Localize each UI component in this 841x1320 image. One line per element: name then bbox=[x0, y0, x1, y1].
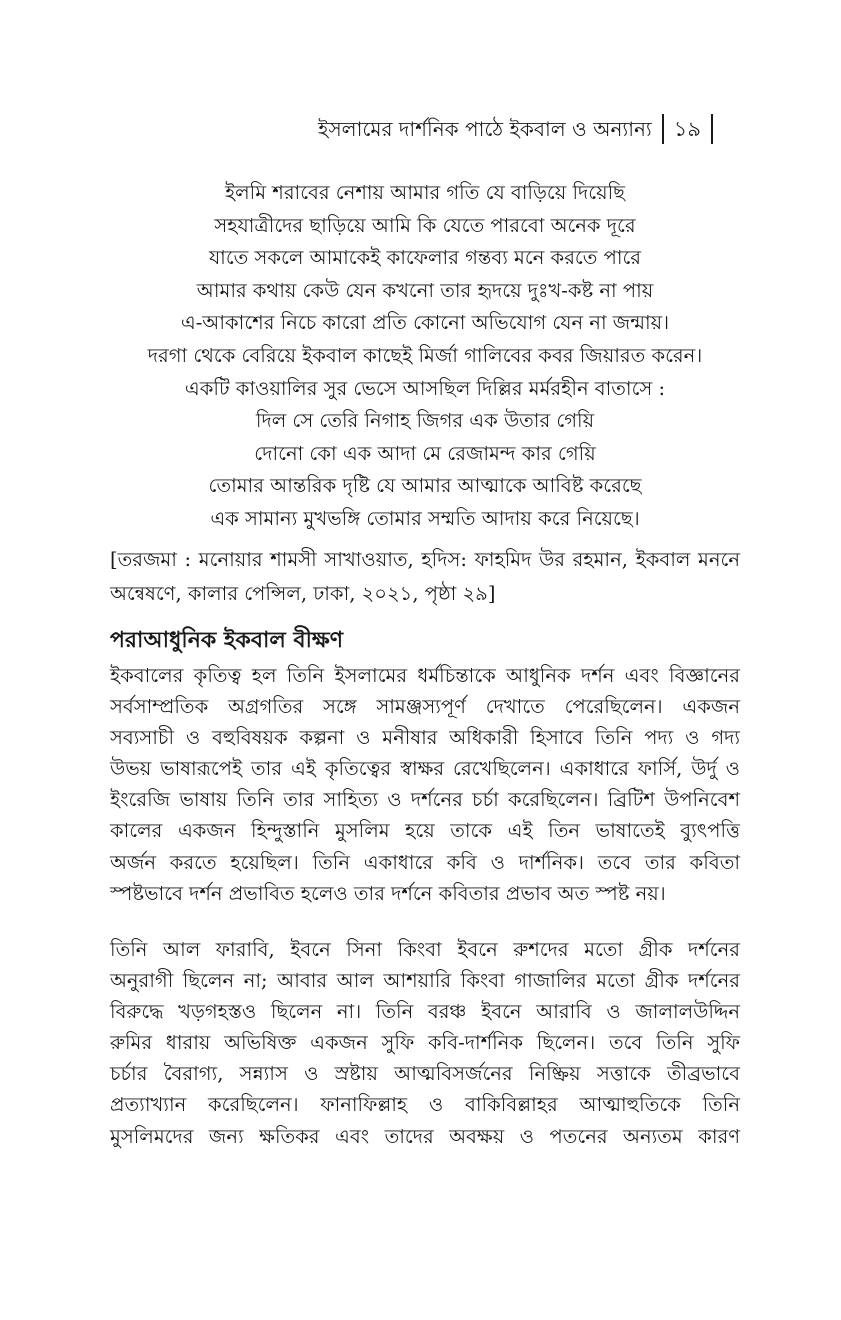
poem-line: সহযাত্রীদের ছাড়িয়ে আমি কি যেতে পারবো অনেক দূরে bbox=[214, 213, 636, 237]
poem-line: আমার কথায় কেউ যেন কখনো তার হৃদয়ে দুঃখ-কষ্ট না পায় bbox=[196, 278, 654, 302]
page-number: ১৯ bbox=[673, 117, 701, 141]
header-separator-end bbox=[711, 114, 713, 144]
poem-line: ইলমি শরাবের নেশায় আমার গতি যে বাড়িয়ে দিয়েছি bbox=[225, 181, 625, 204]
paragraph-line: রুমির ধারায় অভিষিক্ত একজন সুফি কবি-দার্শনিক ছিলেন। তবে তিনি সুফি bbox=[110, 1031, 740, 1055]
citation-note: [তরজমা : মনোয়ার শামসী সাখাওয়াত, হদিস: ফাহমিদ উর রহমান, ইকবাল মননে অন্বেষণে, কালার পেন্সিল, ঢাকা, ২০২১, পৃষ্ঠা ২৯] bbox=[110, 548, 740, 605]
section-heading: পরাআধুনিক ইকবাল বীক্ষণ bbox=[110, 628, 344, 653]
paragraph-line: ইংরেজি ভাষায় তিনি তার সাহিত্য ও দর্শনের চর্চা করেছিলেন। ব্রিটিশ উপনিবেশ bbox=[110, 788, 740, 812]
running-header bbox=[318, 114, 723, 144]
body-paragraph-1 bbox=[110, 660, 740, 909]
running-title: ইসলামের দার্শনিক পাঠে ইকবাল ও অন্যান্য bbox=[318, 117, 652, 141]
paragraph-line: মুসলিমদের জন্য ক্ষতিকর এবং তাদের অবক্ষয় ও পতনের অন্যতম কারণ bbox=[110, 1124, 740, 1148]
poem-line: এ-আকাশের নিচে কারো প্রতি কোনো অভিযোগ যেন না জন্মায়। bbox=[180, 311, 670, 335]
paragraph-line: তিনি আল ফারাবি, ইবনে সিনা কিংবা ইবনে রুশদের মতো গ্রীক দর্শনের bbox=[110, 938, 740, 961]
paragraph-line: স্পষ্টভাবে দর্শন প্রভাবিত হলেও তার দর্শনে কবিতার প্রভাব অত স্পষ্ট নয়। bbox=[110, 881, 666, 905]
poem-block bbox=[110, 177, 740, 536]
header-separator bbox=[662, 114, 664, 144]
poem-line: তোমার আন্তরিক দৃষ্টি যে আমার আত্মাকে আবিষ্ট করেছে bbox=[208, 474, 642, 498]
paragraph-line: ইকবালের কৃতিত্ব হল তিনি ইসলামের ধর্মচিন্তাকে আধুনিক দর্শন এবং বিজ্ঞানের bbox=[110, 664, 740, 687]
poem-line: এক সামান্য মুখভঙ্গি তোমার সম্মতি আদায় করে নিয়েছে। bbox=[210, 506, 640, 530]
paragraph-line: সব্যসাচী ও বহুবিষয়ক কল্পনা ও মনীষার অধিকারী হিসাবে তিনি পদ্য ও গদ্য bbox=[110, 726, 740, 750]
paragraph-line: বিরুদ্ধে খড়গহস্তও ছিলেন না। তিনি বরঞ্চ ইবনে আরাবি ও জালালউদ্দিন bbox=[110, 1000, 740, 1024]
poem-line: দরগা থেকে বেরিয়ে ইকবাল কাছেই মির্জা গালিবের কবর জিয়ারত করেন। bbox=[147, 343, 703, 367]
poem-line: দোনো কো এক আদা মে রেজামন্দ কার গেয়ি bbox=[254, 441, 596, 465]
paragraph-line: চর্চার বৈরাগ্য, সন্ন্যাস ও স্রষ্টায় আত্মবিসর্জনের নিষ্ক্রিয় সত্তাকে তীব্রভাবে bbox=[110, 1062, 740, 1086]
poem-line: একটি কাওয়ালির সুর ভেসে আসছিল দিল্লির মর্মরহীন বাতাসে : bbox=[184, 376, 666, 400]
paragraph-line: অনুরাগী ছিলেন না; আবার আল আশয়ারি কিংবা গাজালির মতো গ্রীক দর্শনের bbox=[110, 969, 740, 993]
paragraph-line: উভয় ভাষারূপেই তার এই কৃতিত্বের স্বাক্ষর রেখেছিলেন। একাধারে ফার্সি, উর্দু ও bbox=[110, 757, 740, 781]
paragraph-line: সর্বসাম্প্রতিক অগ্রগতির সঙ্গে সামঞ্জস্যপূর্ণ দেখাতে পেরেছিলেন। একজন bbox=[110, 695, 740, 719]
poem-line: দিল সে তেরি নিগাহ জিগর এক উতার গেয়ি bbox=[255, 409, 595, 433]
poem-line: যাতে সকলে আমাকেই কাফেলার গন্তব্য মনে করতে পারে bbox=[208, 246, 642, 270]
paragraph-line: অর্জন করতে হয়েছিল। তিনি একাধারে কবি ও দার্শনিক। তবে তার কবিতা bbox=[110, 850, 740, 874]
paragraph-line: প্রত্যাখ্যান করেছিলেন। ফানাফিল্লাহ ও বাকিবিল্লাহর আত্মাহুতিকে তিনি bbox=[110, 1093, 740, 1117]
body-paragraph-2 bbox=[110, 934, 740, 1152]
paragraph-line: কালের একজন হিন্দুস্তানি মুসলিম হয়ে তাকে এই তিন ভাষাতেই ব্যুৎপত্তি bbox=[110, 819, 740, 843]
